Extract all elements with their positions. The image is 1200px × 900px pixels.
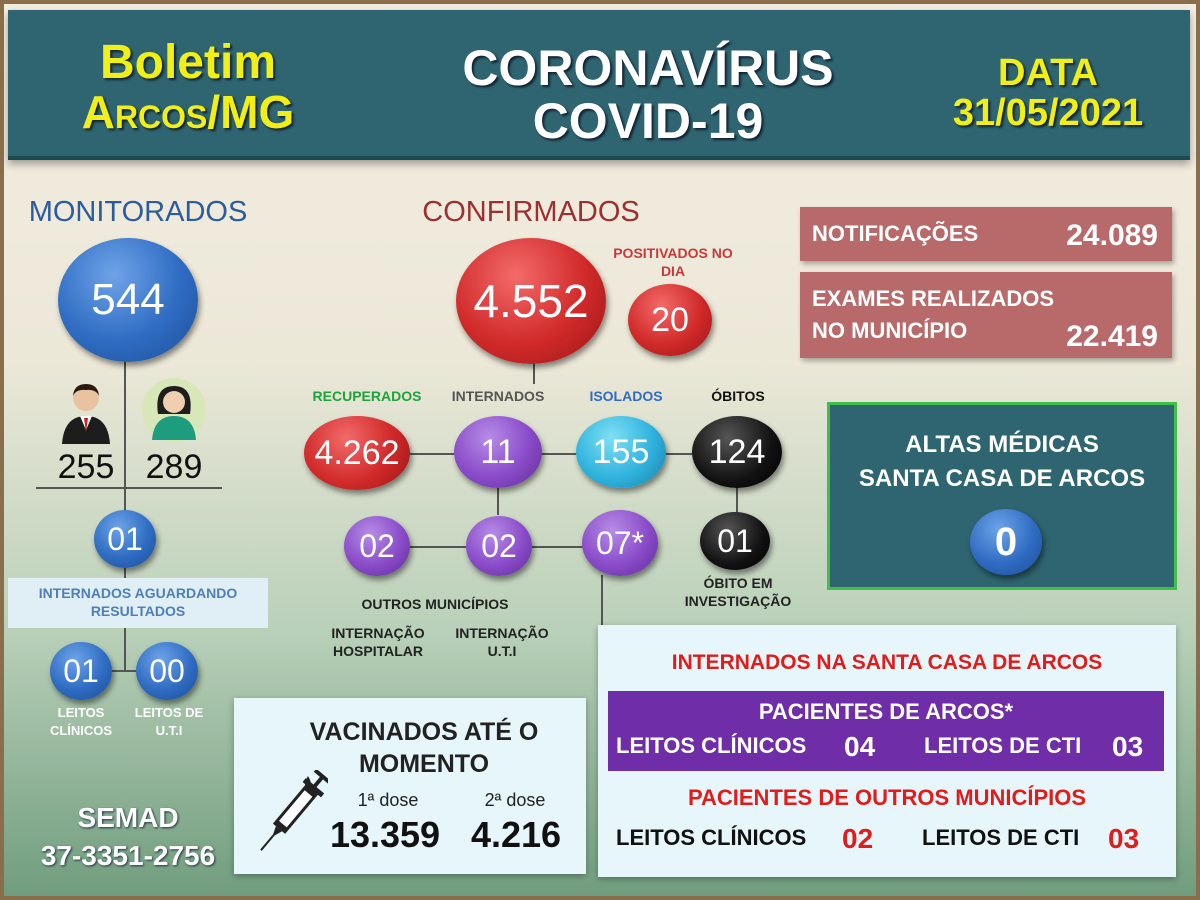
male-icon [58,380,114,444]
phone-label: 37-3351-2756 [40,840,216,871]
monitorados-total [58,238,198,362]
internacao-uti-circle [582,510,658,576]
confirmados-total [456,238,606,364]
recuperados-value: 4.262 [314,433,400,472]
obitos-down-connector [736,488,738,514]
internados-circle [454,416,542,488]
internados-aguardando-value: 01 [107,520,143,557]
recuperados-circle [304,416,410,490]
leitos-clinicos-circle [50,642,112,700]
leitos-clinicos-value: 01 [63,652,99,689]
female-icon [146,380,202,440]
positivados-value: 20 [651,300,689,339]
leitos-uti-label: LEITOS DE U.T.I [134,705,204,738]
female-count: 289 [145,448,203,486]
leitos-uti-value: 00 [149,652,185,689]
isolados-circle [576,416,666,488]
internados-down-connector [497,485,499,515]
arcos-title: PACIENTES DE ARCOS* [758,699,1014,724]
date-block [928,54,1168,134]
status-row-connector [400,453,736,455]
monitorados-total-value: 544 [91,275,165,324]
positivados-circle [628,284,712,356]
internados-value: 11 [480,432,516,471]
boletim-title [68,38,308,137]
recuperados-label: RECUPERADOS [312,388,422,404]
isolados-label: ISOLADOS [589,388,663,404]
notificacoes-label: NOTIFICAÇÕES [812,221,979,246]
arcos-clinicos-value: 04 [844,731,876,762]
obitos-value: 124 [708,432,766,471]
title-line1: CORONAVÍRUS [462,40,834,96]
altas-value: 0 [994,519,1018,564]
obito-investigacao-circle [700,512,770,570]
exames-value: 22.419 [1066,320,1158,353]
male-count: 255 [57,448,115,486]
altas-circle [970,509,1042,575]
arcos-cti-value: 03 [1112,731,1144,762]
outros-clinicos-value: 02 [842,823,874,854]
city-label: Arcos/MG [81,86,295,139]
confirmados-connector [533,362,535,384]
obitos-circle [692,416,782,488]
internados-aguardando-circle [94,510,156,568]
outros-cti-value: 03 [1108,823,1140,854]
altas-line1: ALTAS MÉDICAS [905,431,1099,458]
dose2-label: 2ª dose [484,790,546,810]
semad-label: SEMAD [77,802,179,833]
internacao-uti-value: 07* [595,524,645,561]
dose1-label: 1ª dose [357,790,419,810]
obito-investigacao-value: 01 [717,522,753,559]
monitorados-divider [36,487,222,489]
vacinados-title-line2: MOMENTO [358,750,490,778]
exames-box [800,272,1172,358]
internados-label: INTERNADOS [451,388,545,404]
internados-aguardando-box [8,578,268,628]
obitos-label: ÓBITOS [711,388,765,404]
date-value: 31/05/2021 [952,91,1144,134]
monitorados-title: MONITORADOS [28,196,248,228]
santa-casa-box [598,625,1176,877]
outros-municipios-value: 02 [359,527,395,564]
dose1-value: 13.359 [329,814,441,855]
outros-cti-label: LEITOS DE CTI [922,825,1080,850]
syringe-icon [248,770,328,866]
internados-aguardando-label: INTERNADOS AGUARDANDO RESULTADOS [38,585,238,620]
dose2-value: 4.216 [470,814,562,855]
internacao-uti-label: INTERNAÇÃO U.T.I [455,625,549,660]
confirmados-title: CONFIRMADOS [422,196,640,228]
outros-municipios-label: OUTROS MUNICÍPIOS [361,596,509,612]
internacao-hospitalar-value: 02 [481,527,517,564]
main-title [418,42,878,147]
confirmados-total-value: 4.552 [473,275,589,327]
vacinados-title-line1: VACINADOS ATÉ O [309,718,539,746]
title-line2: COVID-19 [532,92,764,149]
outros-title: PACIENTES DE OUTROS MUNICÍPIOS [687,785,1087,810]
altas-line2: SANTA CASA DE ARCOS [858,465,1146,492]
exames-label-line1: EXAMES REALIZADOS [812,286,1055,311]
outros-clinicos-label: LEITOS CLÍNICOS [616,825,807,850]
header-banner [8,10,1190,160]
date-label: DATA [998,52,1098,94]
vacinados-box [234,698,586,874]
altas-medicas-box [827,402,1177,590]
exames-label-line2: NO MUNICÍPIO [812,318,968,343]
leitos-clinicos-label: LEITOS CLÍNICOS [49,705,113,738]
leitos-uti-circle [136,642,198,700]
outros-municipios-circle [344,516,410,576]
arcos-cti-label: LEITOS DE CTI [924,733,1082,758]
isolados-value: 155 [592,432,650,471]
arcos-clinicos-label: LEITOS CLÍNICOS [616,733,807,758]
internacao-hospitalar-label: INTERNAÇÃO HOSPITALAR [331,625,425,660]
santa-casa-title: INTERNADOS NA SANTA CASA DE ARCOS [671,651,1103,674]
pacientes-arcos-bar [608,691,1164,771]
obito-investigacao-label: ÓBITO EM INVESTIGAÇÃO [684,575,792,610]
notificacoes-value: 24.089 [1066,219,1158,252]
boletim-label: Boletim [99,36,276,89]
positivados-label: POSITIVADOS NO DIA [613,245,733,280]
notificacoes-box [800,207,1172,261]
internacao-hospitalar-circle [466,516,532,576]
